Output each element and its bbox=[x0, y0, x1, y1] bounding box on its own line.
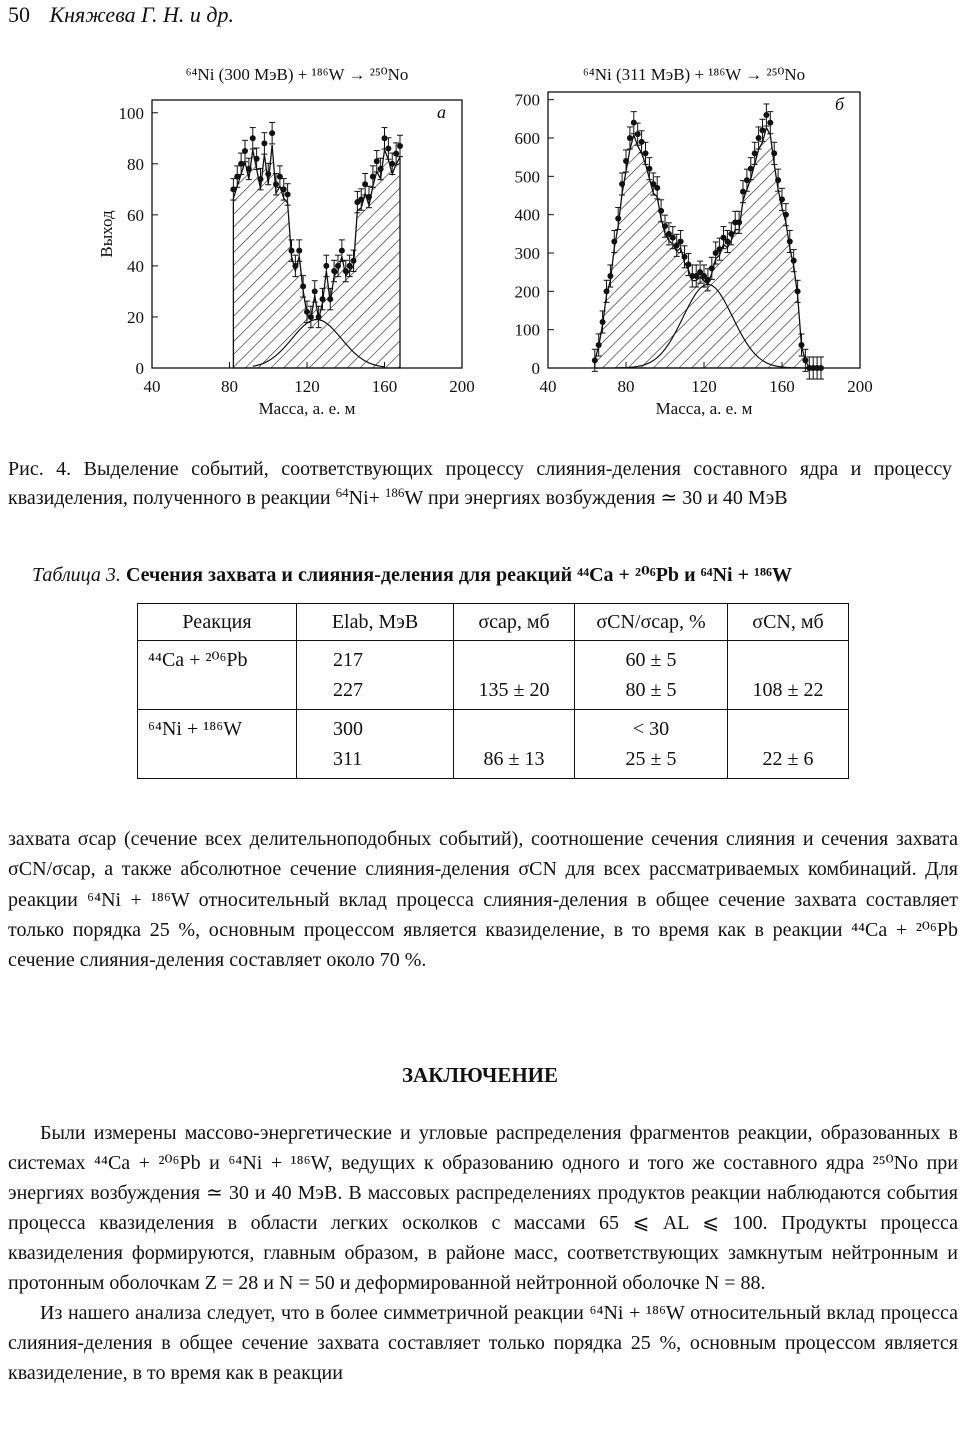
table-title-text: Сечения захвата и слияния-деления для реакций bbox=[125, 564, 573, 586]
data-point bbox=[261, 140, 267, 146]
cell-ratio bbox=[575, 710, 728, 779]
data-point bbox=[771, 150, 777, 156]
caption-ni-mass: 64 bbox=[335, 485, 349, 500]
data-point bbox=[339, 248, 345, 254]
data-point bbox=[748, 166, 754, 172]
x-tick-label: 40 bbox=[539, 377, 557, 396]
chart-a-svg bbox=[90, 52, 480, 427]
cell-sigma-cap-1 bbox=[464, 645, 564, 675]
caption-label: Рис. 4. bbox=[8, 458, 72, 480]
x-tick-label: 200 bbox=[449, 377, 475, 396]
data-point bbox=[678, 239, 684, 245]
x-axis-label: Масса, а. е. м bbox=[258, 399, 356, 418]
cell-reaction: ⁴⁴Ca + ²⁰⁶Pb bbox=[138, 641, 297, 710]
data-point bbox=[787, 239, 793, 245]
data-point bbox=[654, 185, 660, 191]
caption-text-1: Выделение событий, соответствующих процессу слияния-деления составного ядра и процессу квазиделения, полученного в реакции bbox=[8, 458, 953, 509]
data-point bbox=[767, 120, 773, 126]
y-tick-label: 20 bbox=[127, 307, 144, 327]
data-point bbox=[619, 181, 625, 187]
data-point bbox=[756, 135, 762, 141]
cell-sigma-cap-1 bbox=[464, 714, 564, 744]
conclusion-body bbox=[8, 1118, 958, 1388]
data-point bbox=[604, 288, 610, 294]
data-point bbox=[724, 239, 730, 245]
paragraph-3-text: Из нашего анализа следует, что в более симметричной реакции ⁶⁴Ni + ¹⁸⁶W относительный вклад процесса слияния-деления в общее сечение захвата составляет только порядка 25 %, основным процессом является квазиделение, в то время как в реакции bbox=[8, 1302, 958, 1384]
x-tick-label: 160 bbox=[769, 377, 795, 396]
cell-sigma-cn-2: 22 ± 6 bbox=[762, 748, 814, 770]
x-tick-label: 80 bbox=[221, 377, 238, 396]
cell-sigma-cap-2: 135 ± 20 bbox=[478, 679, 550, 701]
section-title: ЗАКЛЮЧЕНИЕ bbox=[401, 1063, 559, 1087]
data-point bbox=[347, 263, 353, 269]
x-tick-label: 120 bbox=[691, 377, 717, 396]
hatched-area bbox=[595, 128, 821, 368]
cell-ratio-2: 80 ± 5 bbox=[625, 679, 677, 701]
data-point bbox=[389, 161, 395, 167]
table-title-reaction-1: ⁴⁴Ca + ²⁰⁶Pb bbox=[577, 564, 680, 586]
y-tick-label: 60 bbox=[127, 205, 144, 225]
data-point bbox=[611, 239, 617, 245]
data-point bbox=[378, 166, 384, 172]
data-point bbox=[627, 135, 633, 141]
panel-letter: б bbox=[835, 94, 845, 114]
x-tick-label: 200 bbox=[847, 377, 873, 396]
data-point bbox=[760, 127, 766, 133]
x-tick-label: 80 bbox=[617, 377, 635, 396]
cross-section-table bbox=[137, 603, 849, 779]
cell-sigma-cap bbox=[454, 641, 575, 710]
data-point bbox=[799, 342, 805, 348]
x-tick-label: 40 bbox=[143, 377, 161, 396]
paragraph-2-text: Были измерены массово-энергетические и угловые распределения фрагментов реакции, образованных в системах ⁴⁴Ca + ²⁰⁶Pb и ⁶⁴Ni + ¹⁸⁶W, ведущих к образованию одного и того же составного ядра ²⁵⁰No при энергиях возбуждения ≃ 30 и 40 МэВ. В массовых распределениях продуктов реакции наблюдаются события процесса квазиделения в области легких осколков с массами 65 ⩽ AL ⩽ 100. Продукты процесса квазиделения формируются, главным образом, в районе масс, соответствующих замкнутым нейтронным и протонным оболочкам Z = 28 и N = 50 и деформированной нейтронной оболочке N = 88. bbox=[8, 1122, 958, 1294]
data-point bbox=[292, 263, 298, 269]
data-point bbox=[370, 174, 376, 180]
data-point bbox=[783, 212, 789, 218]
data-point bbox=[600, 319, 606, 325]
running-head-authors: Княжева Г. Н. и др. bbox=[49, 2, 234, 27]
data-point bbox=[254, 156, 260, 162]
cell-energy bbox=[297, 641, 454, 710]
y-axis-label: Выход bbox=[97, 210, 116, 258]
data-point bbox=[296, 248, 302, 254]
y-tick-label: 100 bbox=[514, 320, 540, 340]
data-point bbox=[646, 166, 652, 172]
y-tick-label: 80 bbox=[127, 154, 144, 174]
header-sigma-cn: σCN, мб bbox=[728, 604, 849, 641]
data-point bbox=[312, 288, 318, 294]
caption-w-mass: 186 bbox=[384, 485, 405, 500]
y-tick-label: 600 bbox=[514, 129, 540, 148]
chart-title: ⁶⁴Ni (300 МэВ) + ¹⁸⁶W → ²⁵⁰No bbox=[185, 65, 409, 84]
paragraph-cross-sections bbox=[8, 824, 958, 975]
data-point bbox=[818, 365, 824, 371]
data-point bbox=[791, 258, 797, 264]
data-point bbox=[316, 314, 322, 320]
data-point bbox=[265, 171, 271, 177]
y-tick-label: 300 bbox=[514, 244, 540, 263]
cell-reaction: ⁶⁴Ni + ¹⁸⁶W bbox=[148, 718, 243, 740]
data-point bbox=[607, 273, 613, 279]
data-point bbox=[635, 131, 641, 137]
data-point bbox=[331, 268, 337, 274]
data-point bbox=[273, 181, 279, 187]
cell-sigma-cn-1 bbox=[738, 645, 838, 675]
data-point bbox=[289, 248, 295, 254]
data-point bbox=[662, 223, 668, 229]
figure-panel-b bbox=[498, 52, 878, 432]
cell-sigma-cn bbox=[728, 641, 849, 710]
cell-ratio bbox=[575, 641, 728, 710]
cell-energy-1: 217 bbox=[333, 649, 363, 671]
data-point bbox=[285, 191, 291, 197]
header-ratio: σCN/σcap, % bbox=[575, 604, 728, 641]
data-point bbox=[308, 314, 314, 320]
data-point bbox=[779, 196, 785, 202]
data-point bbox=[802, 357, 808, 363]
data-point bbox=[615, 216, 621, 222]
header-reaction: Реакция bbox=[138, 604, 297, 641]
caption-ni: Ni bbox=[348, 487, 369, 509]
data-point bbox=[246, 166, 252, 172]
data-point bbox=[670, 235, 676, 241]
chart-title: ⁶⁴Ni (311 МэВ) + ¹⁸⁶W → ²⁵⁰No bbox=[582, 65, 806, 84]
header-elab: Elab, МэВ bbox=[297, 604, 454, 641]
y-tick-label: 200 bbox=[514, 282, 540, 302]
data-point bbox=[343, 268, 349, 274]
chart-b-svg bbox=[498, 52, 878, 427]
data-point bbox=[709, 265, 715, 271]
cell-sigma-cap bbox=[454, 710, 575, 779]
y-tick-label: 700 bbox=[514, 90, 540, 110]
cell-sigma-cn-2: 108 ± 22 bbox=[752, 679, 824, 701]
y-tick-label: 0 bbox=[135, 359, 144, 378]
data-point bbox=[366, 194, 372, 200]
data-point bbox=[269, 130, 275, 136]
data-point bbox=[242, 148, 248, 154]
data-point bbox=[300, 283, 306, 289]
data-point bbox=[250, 135, 256, 141]
data-point bbox=[596, 342, 602, 348]
data-point bbox=[281, 186, 287, 192]
y-tick-label: 100 bbox=[118, 103, 144, 123]
data-point bbox=[752, 150, 758, 156]
data-point bbox=[327, 296, 333, 302]
data-point bbox=[374, 158, 380, 164]
data-point bbox=[736, 219, 742, 225]
table-row bbox=[138, 710, 849, 779]
table-title-and: и bbox=[684, 564, 696, 586]
data-point bbox=[358, 197, 364, 203]
y-tick-label: 40 bbox=[127, 256, 144, 276]
running-head bbox=[8, 2, 234, 28]
paragraph-1-text: захвата σcap (сечение всех делительноподобных событий), соотношение сечения слияния и сечения захвата σCN/σcap, а также абсолютное сечение слияния-деления σCN для всех рассматриваемых комбинаций. Для реакции ⁶⁴Ni + ¹⁸⁶W относительный вклад процесса слияния-деления в общее сечение захвата составляет только порядка 25 %, основным процессом является квазиделение, в то время как в реакции ⁴⁴Ca + ²⁰⁶Pb сечение слияния-деления составляет около 70 %. bbox=[8, 828, 958, 972]
table-row bbox=[138, 641, 849, 710]
data-point bbox=[258, 176, 264, 182]
x-tick-label: 120 bbox=[294, 377, 320, 396]
cell-energy-2: 311 bbox=[333, 748, 363, 770]
data-point bbox=[795, 288, 801, 294]
cell-energy-1: 300 bbox=[333, 718, 363, 740]
figure-caption bbox=[8, 455, 952, 513]
table-title-reaction-2: ⁶⁴Ni + ¹⁸⁶W bbox=[700, 564, 792, 586]
table-header-row bbox=[138, 604, 849, 641]
data-point bbox=[592, 357, 598, 363]
data-point bbox=[351, 258, 357, 264]
data-point bbox=[385, 145, 391, 151]
data-point bbox=[658, 208, 664, 214]
caption-text-2: при энергиях возбуждения ≃ 30 и 40 МэВ bbox=[427, 487, 788, 509]
data-point bbox=[397, 143, 403, 149]
y-tick-label: 0 bbox=[531, 359, 540, 378]
data-point bbox=[304, 309, 310, 315]
data-point bbox=[763, 112, 769, 118]
y-tick-label: 500 bbox=[514, 167, 540, 187]
cell-sigma-cn-1 bbox=[738, 714, 838, 744]
data-point bbox=[623, 158, 629, 164]
data-point bbox=[323, 263, 329, 269]
cell-sigma-cap-2: 86 ± 13 bbox=[483, 748, 545, 770]
data-point bbox=[320, 296, 326, 302]
x-tick-label: 160 bbox=[371, 377, 398, 396]
header-sigma-cap: σcap, мб bbox=[454, 604, 575, 641]
cell-sigma-cn bbox=[728, 710, 849, 779]
caption-w: W bbox=[404, 487, 423, 509]
panel-letter: а bbox=[437, 102, 446, 122]
data-point bbox=[643, 150, 649, 156]
cell-ratio-1: 60 ± 5 bbox=[625, 649, 677, 671]
figure-panel-a bbox=[90, 52, 480, 432]
caption-plus: + bbox=[368, 487, 380, 509]
cell-ratio-1: < 30 bbox=[632, 718, 670, 740]
table-title bbox=[32, 562, 952, 587]
data-point bbox=[682, 254, 688, 260]
cell-energy bbox=[297, 710, 454, 779]
data-point bbox=[393, 151, 399, 157]
data-point bbox=[382, 135, 388, 141]
y-tick-label: 400 bbox=[514, 205, 540, 225]
data-point bbox=[335, 263, 341, 269]
page-number: 50 bbox=[8, 2, 30, 27]
cell-energy-2: 227 bbox=[333, 679, 363, 701]
data-point bbox=[775, 177, 781, 183]
x-axis-label: Масса, а. е. м bbox=[655, 399, 753, 418]
table-label: Таблица 3. bbox=[32, 564, 121, 586]
cell-ratio-2: 25 ± 5 bbox=[625, 748, 677, 770]
